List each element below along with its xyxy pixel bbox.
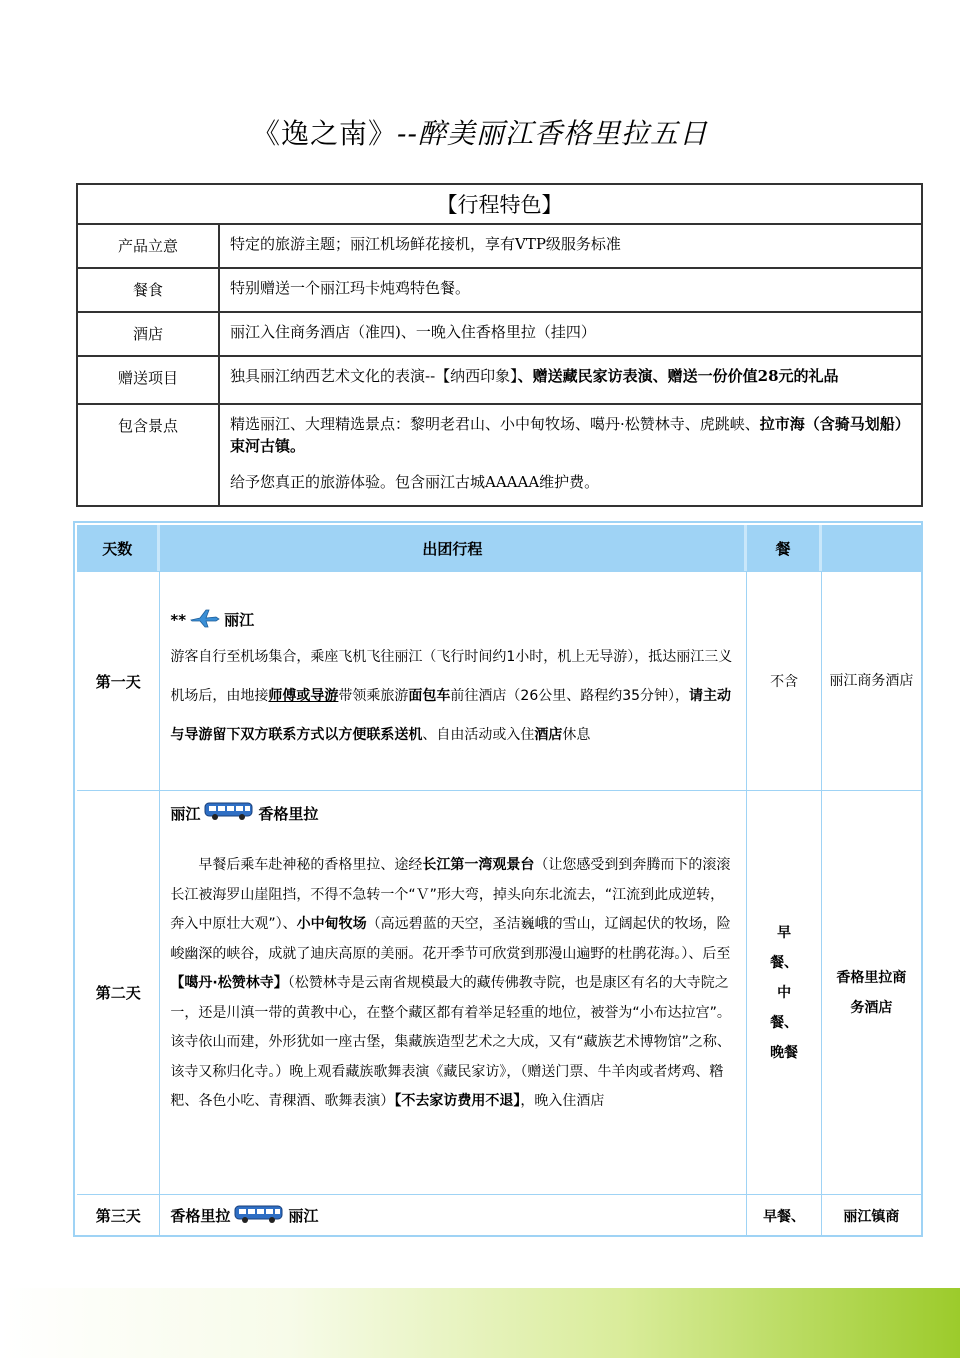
route-from: 香格里拉 xyxy=(170,1207,231,1225)
airplane-icon xyxy=(190,608,220,632)
feature-label: 酒店 xyxy=(77,312,219,356)
desc-part: 休息 xyxy=(562,726,591,743)
route-to: 香格里拉 xyxy=(258,804,319,823)
feature-label: 餐食 xyxy=(77,268,219,312)
footer-gradient-band xyxy=(0,1288,960,1358)
itinerary-row-day2 xyxy=(77,790,921,1194)
desc-part: 请主动与导游留下双方联系方式以方便联系送机 xyxy=(170,687,732,743)
route-heading xyxy=(170,801,736,825)
desc-part: 带领乘旅游 xyxy=(338,687,409,704)
meal-cell: 不含 xyxy=(747,571,821,790)
feature-value xyxy=(219,356,922,404)
hotel-name: 丽江商务酒店 xyxy=(829,673,914,689)
route-to: 丽江 xyxy=(288,1207,319,1225)
features-row xyxy=(77,268,922,312)
hotel-name: 香格里拉商务酒店 xyxy=(836,969,907,1016)
header-day: 天数 xyxy=(77,525,160,571)
desc-part: ，晚入住酒店 xyxy=(520,1093,605,1109)
itinerary-table xyxy=(77,525,921,1236)
route-from: 丽江 xyxy=(170,804,201,823)
desc-part: 、自由活动或入住 xyxy=(422,726,535,743)
itinerary-header-row xyxy=(77,525,921,571)
feature-value: 特别赠送一个丽江玛卡炖鸡特色餐。 xyxy=(219,268,922,312)
desc-part: 师傅或导游 xyxy=(268,687,339,704)
route-heading xyxy=(170,608,736,632)
bus-icon xyxy=(234,1204,284,1228)
desc-part: 酒店 xyxy=(534,726,563,743)
gift-text-a: 独具丽江纳西艺术文化的表演--【纳西印象】 xyxy=(230,367,518,385)
features-row xyxy=(77,404,922,506)
header-hotel xyxy=(822,525,921,571)
feature-label: 赠送项目 xyxy=(77,356,219,404)
features-row xyxy=(77,356,922,404)
features-row xyxy=(77,224,922,268)
spots-text-a: 精选丽江、大理精选景点：黎明老君山、小中甸牧场、噶丹·松赞林寺、虎跳峡、 xyxy=(230,415,760,433)
desc-part: 长江第一湾观景台 xyxy=(422,857,535,873)
hotel-cell xyxy=(822,790,921,1194)
desc-part: （让您感受到到奔腾而下的滚滚长江被海罗山崖阻挡，不得不急转一个“Ｖ”形大弯，掉头向东北流去，“江流到此成逆转，奔入中原壮大观”）、 xyxy=(170,857,731,932)
desc-part: 【噶丹·松赞林寺】 xyxy=(170,975,288,991)
hotel-cell: 丽江镇商 xyxy=(822,1194,921,1236)
day-label: 第二天 xyxy=(77,790,160,1194)
title-sub: --醉美丽江香格里拉五日 xyxy=(397,117,708,150)
features-header: 【行程特色】 xyxy=(77,184,922,224)
bus-icon xyxy=(204,801,254,825)
feature-value xyxy=(219,404,922,506)
features-table xyxy=(76,183,923,507)
desc-part: （高远碧蓝的天空，圣洁巍峨的雪山，辽阔起伏的牧场，险峻幽深的峡谷，成就了迪庆高原的美丽。花开季节可欣赏到那漫山遍野的杜鹃花海。）、后至 xyxy=(170,916,731,962)
desc-part: 面包车 xyxy=(408,687,451,704)
itinerary-table-frame xyxy=(73,521,923,1237)
gift-text-b: 、赠送藏民家访表演、赠送一份价值28元的礼品 xyxy=(517,367,839,385)
features-row xyxy=(77,312,922,356)
desc-part: 晚上观看藏族歌舞表演《藏民家访》，（赠送门票、牛羊肉或者烤鸡、糌粑、各色小吃、青稞酒、歌舞表演） xyxy=(170,1063,724,1109)
route-cell xyxy=(160,571,747,790)
desc-part: （松赞林寺是云南省规模最大的藏传佛教寺院，也是康区有名的大寺院之一，还是川滇一带的黄教中心，在整个藏区都有着举足轻重的地位，被誉为“小布达拉宫”。该寺依山而建，外形犹如一座古堡，集藏族造型艺术之大成，又有“藏族艺术博物馆”之称、该寺又称归化寺。） xyxy=(170,975,731,1080)
itinerary-row-day3 xyxy=(77,1194,921,1236)
desc-part: 游客自行至机场集合，乘座飞机飞往丽江（飞行时间约1小时，机上无导游），抵达丽江三义机场后，由地接 xyxy=(170,648,733,704)
title-main: 《逸之南》 xyxy=(252,117,398,150)
spots-text-b: 拉市海（含骑马划船）束河古镇。 xyxy=(230,415,910,455)
day2-description xyxy=(170,851,736,1117)
meal-text: 早餐、中餐、晚餐 xyxy=(770,924,799,1061)
route-cell xyxy=(160,790,747,1194)
document-title xyxy=(0,112,960,152)
route-heading xyxy=(170,1204,736,1228)
route-cell xyxy=(160,1194,747,1236)
feature-label: 包含景点 xyxy=(77,404,219,506)
feature-value: 丽江入住商务酒店（准四)、一晚入住香格里拉（挂四） xyxy=(219,312,922,356)
meal-cell xyxy=(747,790,821,1194)
feature-label: 产品立意 xyxy=(77,224,219,268)
desc-part: 小中甸牧场 xyxy=(296,916,367,932)
desc-part: 【不去家访费用不退】 xyxy=(394,1093,521,1109)
hotel-cell xyxy=(822,571,921,790)
meal-cell: 早餐、 xyxy=(747,1194,821,1236)
route-prefix: ** xyxy=(170,610,187,629)
spots-text-c: 给予您真正的旅游体验。包含丽江古城AAAAA维护费。 xyxy=(230,473,600,491)
itinerary-row-day1 xyxy=(77,571,921,790)
route-to: 丽江 xyxy=(224,611,255,629)
desc-part: 前往酒店（26公里、路程约35分钟）， xyxy=(450,687,690,704)
day1-description xyxy=(170,638,736,755)
header-route: 出团行程 xyxy=(160,525,747,571)
day-label: 第一天 xyxy=(77,571,160,790)
feature-value: 特定的旅游主题；丽江机场鲜花接机，享有VTP级服务标准 xyxy=(219,224,922,268)
header-meal: 餐 xyxy=(747,525,821,571)
desc-part: 早餐后乘车赴神秘的香格里拉、途经 xyxy=(198,857,423,873)
day-label: 第三天 xyxy=(77,1194,160,1236)
